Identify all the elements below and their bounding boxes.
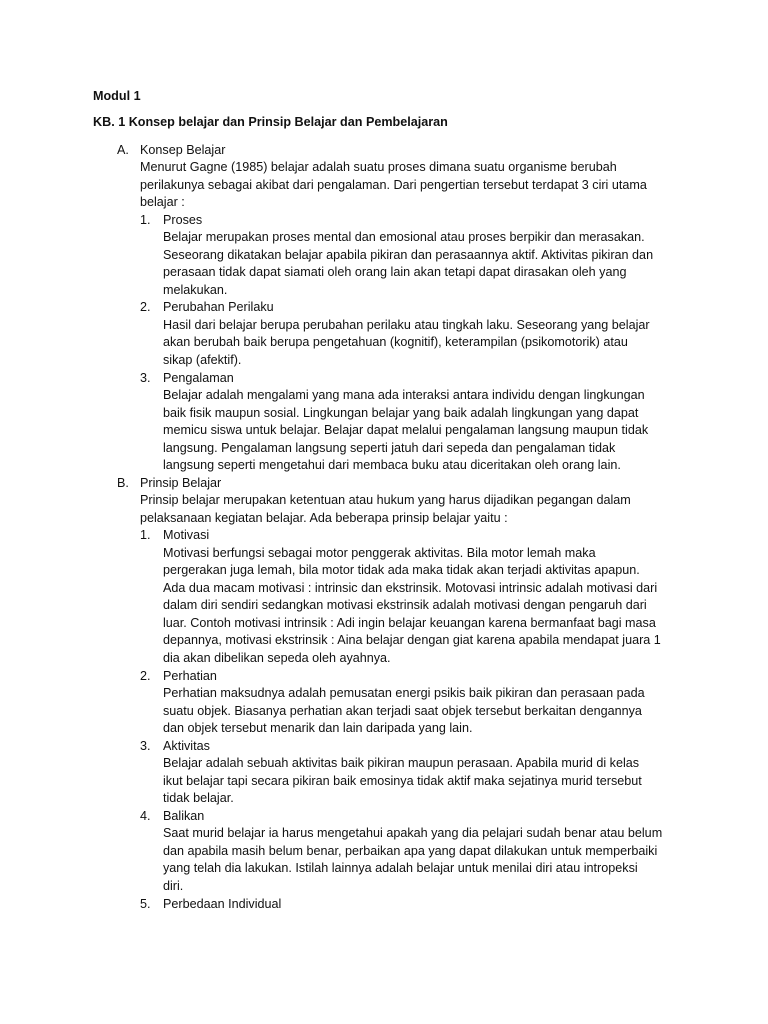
list-item-line: suatu objek. Biasanya perhatian akan terjadi saat objek tersebut berkaitan dengannya xyxy=(163,704,642,718)
list-item-line: perasaan tidak dapat siamati oleh orang lain akan tetapi dapat dirasakan oleh yang xyxy=(163,265,627,279)
section-a-intro-line: belajar : xyxy=(140,195,185,209)
list-item-line: langsung seperti mengetahui dari membaca buku atau diceritakan oleh orang lain. xyxy=(163,458,621,472)
list-item-line: Seseorang dikatakan belajar apabila pikiran dan perasaannya aktif. Aktivitas pikiran dan xyxy=(163,248,654,262)
list-item-heading: Perubahan Perilaku xyxy=(163,300,274,314)
list-item-line: diri. xyxy=(163,879,184,893)
list-item-marker: 3. xyxy=(140,371,151,385)
section-a-heading: Konsep Belajar xyxy=(140,143,226,157)
section-b-marker: B. xyxy=(117,476,129,490)
list-item-line: memicu siswa untuk belajar. Belajar dapat melalui pengalaman langsung maupun tidak xyxy=(163,423,649,437)
list-item-marker: 2. xyxy=(140,300,151,314)
list-item-marker: 2. xyxy=(140,669,151,683)
list-item-line: dia akan dibelikan sepeda oleh ayahnya. xyxy=(163,651,391,665)
section-a-marker: A. xyxy=(117,143,129,157)
list-item-line: Ada dua macam motivasi : intrinsic dan ekstrinsik. Motovasi intrinsic adalah motivasi dari xyxy=(163,581,658,595)
list-item-line: ikut belajar tapi secara pikiran baik emosinya tidak aktif maka sejatinya murid tersebut xyxy=(163,774,642,788)
section-a-intro-line: perilakunya sebagai akibat dari pengalaman. Dari pengertian tersebut terdapat 3 ciri utama xyxy=(140,178,647,192)
list-item-line: yang telah dia lakukan. Istilah lainnya adalah belajar untuk menilai diri atau intropeksi xyxy=(163,861,638,875)
list-item-heading: Balikan xyxy=(163,809,205,823)
list-item-heading: Perbedaan Individual xyxy=(163,897,282,911)
list-item-line: pergerakan juga lemah, bila motor tidak ada maka tidak akan terjadi aktivitas apapun. xyxy=(163,563,640,577)
section-b-heading: Prinsip Belajar xyxy=(140,476,222,490)
section-b-intro-line: pelaksanaan kegiatan belajar. Ada beberapa prinsip belajar yaitu : xyxy=(140,511,508,525)
list-item-heading: Proses xyxy=(163,213,203,227)
list-item-marker: 3. xyxy=(140,739,151,753)
list-item-line: Belajar adalah sebuah aktivitas baik pikiran maupun perasaan. Apabila murid di kelas xyxy=(163,756,640,770)
list-item-heading: Pengalaman xyxy=(163,371,234,385)
kb-title: KB. 1 Konsep belajar dan Prinsip Belajar dan Pembelajaran xyxy=(93,115,448,129)
list-item-line: Saat murid belajar ia harus mengetahui apakah yang dia pelajari sudah benar atau belum xyxy=(163,826,663,840)
list-item-marker: 1. xyxy=(140,528,151,542)
list-item-line: melakukan. xyxy=(163,283,228,297)
list-item-line: Belajar merupakan proses mental dan emosional atau proses berpikir dan merasakan. xyxy=(163,230,645,244)
list-item-line: akan berubah baik berupa pengetahuan (kognitif), keterampilan (psikomotorik) atau xyxy=(163,335,628,349)
module-title: Modul 1 xyxy=(93,89,141,103)
list-item-marker: 1. xyxy=(140,213,151,227)
list-item-line: dan objek tersebut menarik dan lain daripada yang lain. xyxy=(163,721,473,735)
list-item-line: tidak belajar. xyxy=(163,791,234,805)
list-item-line: depannya, motivasi ekstrinsik : Aina belajar dengan giat karena apabila mendapat juara 1 xyxy=(163,633,661,647)
list-item-marker: 5. xyxy=(140,897,151,911)
section-a-intro-line: Menurut Gagne (1985) belajar adalah suatu proses dimana suatu organisme berubah xyxy=(140,160,617,174)
list-item-line: baik fisik maupun sosial. Lingkungan belajar yang baik adalah lingkungan yang dapat xyxy=(163,406,639,420)
list-item-line: sikap (afektif). xyxy=(163,353,242,367)
list-item-line: Hasil dari belajar berupa perubahan perilaku atau tingkah laku. Seseorang yang belajar xyxy=(163,318,650,332)
list-item-heading: Aktivitas xyxy=(163,739,210,753)
list-item-heading: Perhatian xyxy=(163,669,217,683)
list-item-line: dan apabila masih belum benar, perbaikan apa yang dapat dilakukan untuk memperbaiki xyxy=(163,844,658,858)
list-item-line: Motivasi berfungsi sebagai motor penggerak aktivitas. Bila motor lemah maka xyxy=(163,546,596,560)
list-item-line: luar. Contoh motivasi intrinsik : Adi ingin belajar keuangan karena bermanfaat bagi masa xyxy=(163,616,656,630)
list-item-line: Belajar adalah mengalami yang mana ada interaksi antara individu dengan lingkungan xyxy=(163,388,645,402)
list-item-heading: Motivasi xyxy=(163,528,210,542)
list-item-line: langsung. Pengalaman langsung seperti jatuh dari sepeda dan pengalaman tidak xyxy=(163,441,616,455)
section-b-intro-line: Prinsip belajar merupakan ketentuan atau hukum yang harus dijadikan pegangan dalam xyxy=(140,493,631,507)
list-item-line: Perhatian maksudnya adalah pemusatan energi psikis baik pikiran dan perasaan pada xyxy=(163,686,645,700)
list-item-line: dalam diri sendiri sedangkan motivasi ekstrinsik adalah motivasi dengan pengaruh dari xyxy=(163,598,647,612)
list-item-marker: 4. xyxy=(140,809,151,823)
